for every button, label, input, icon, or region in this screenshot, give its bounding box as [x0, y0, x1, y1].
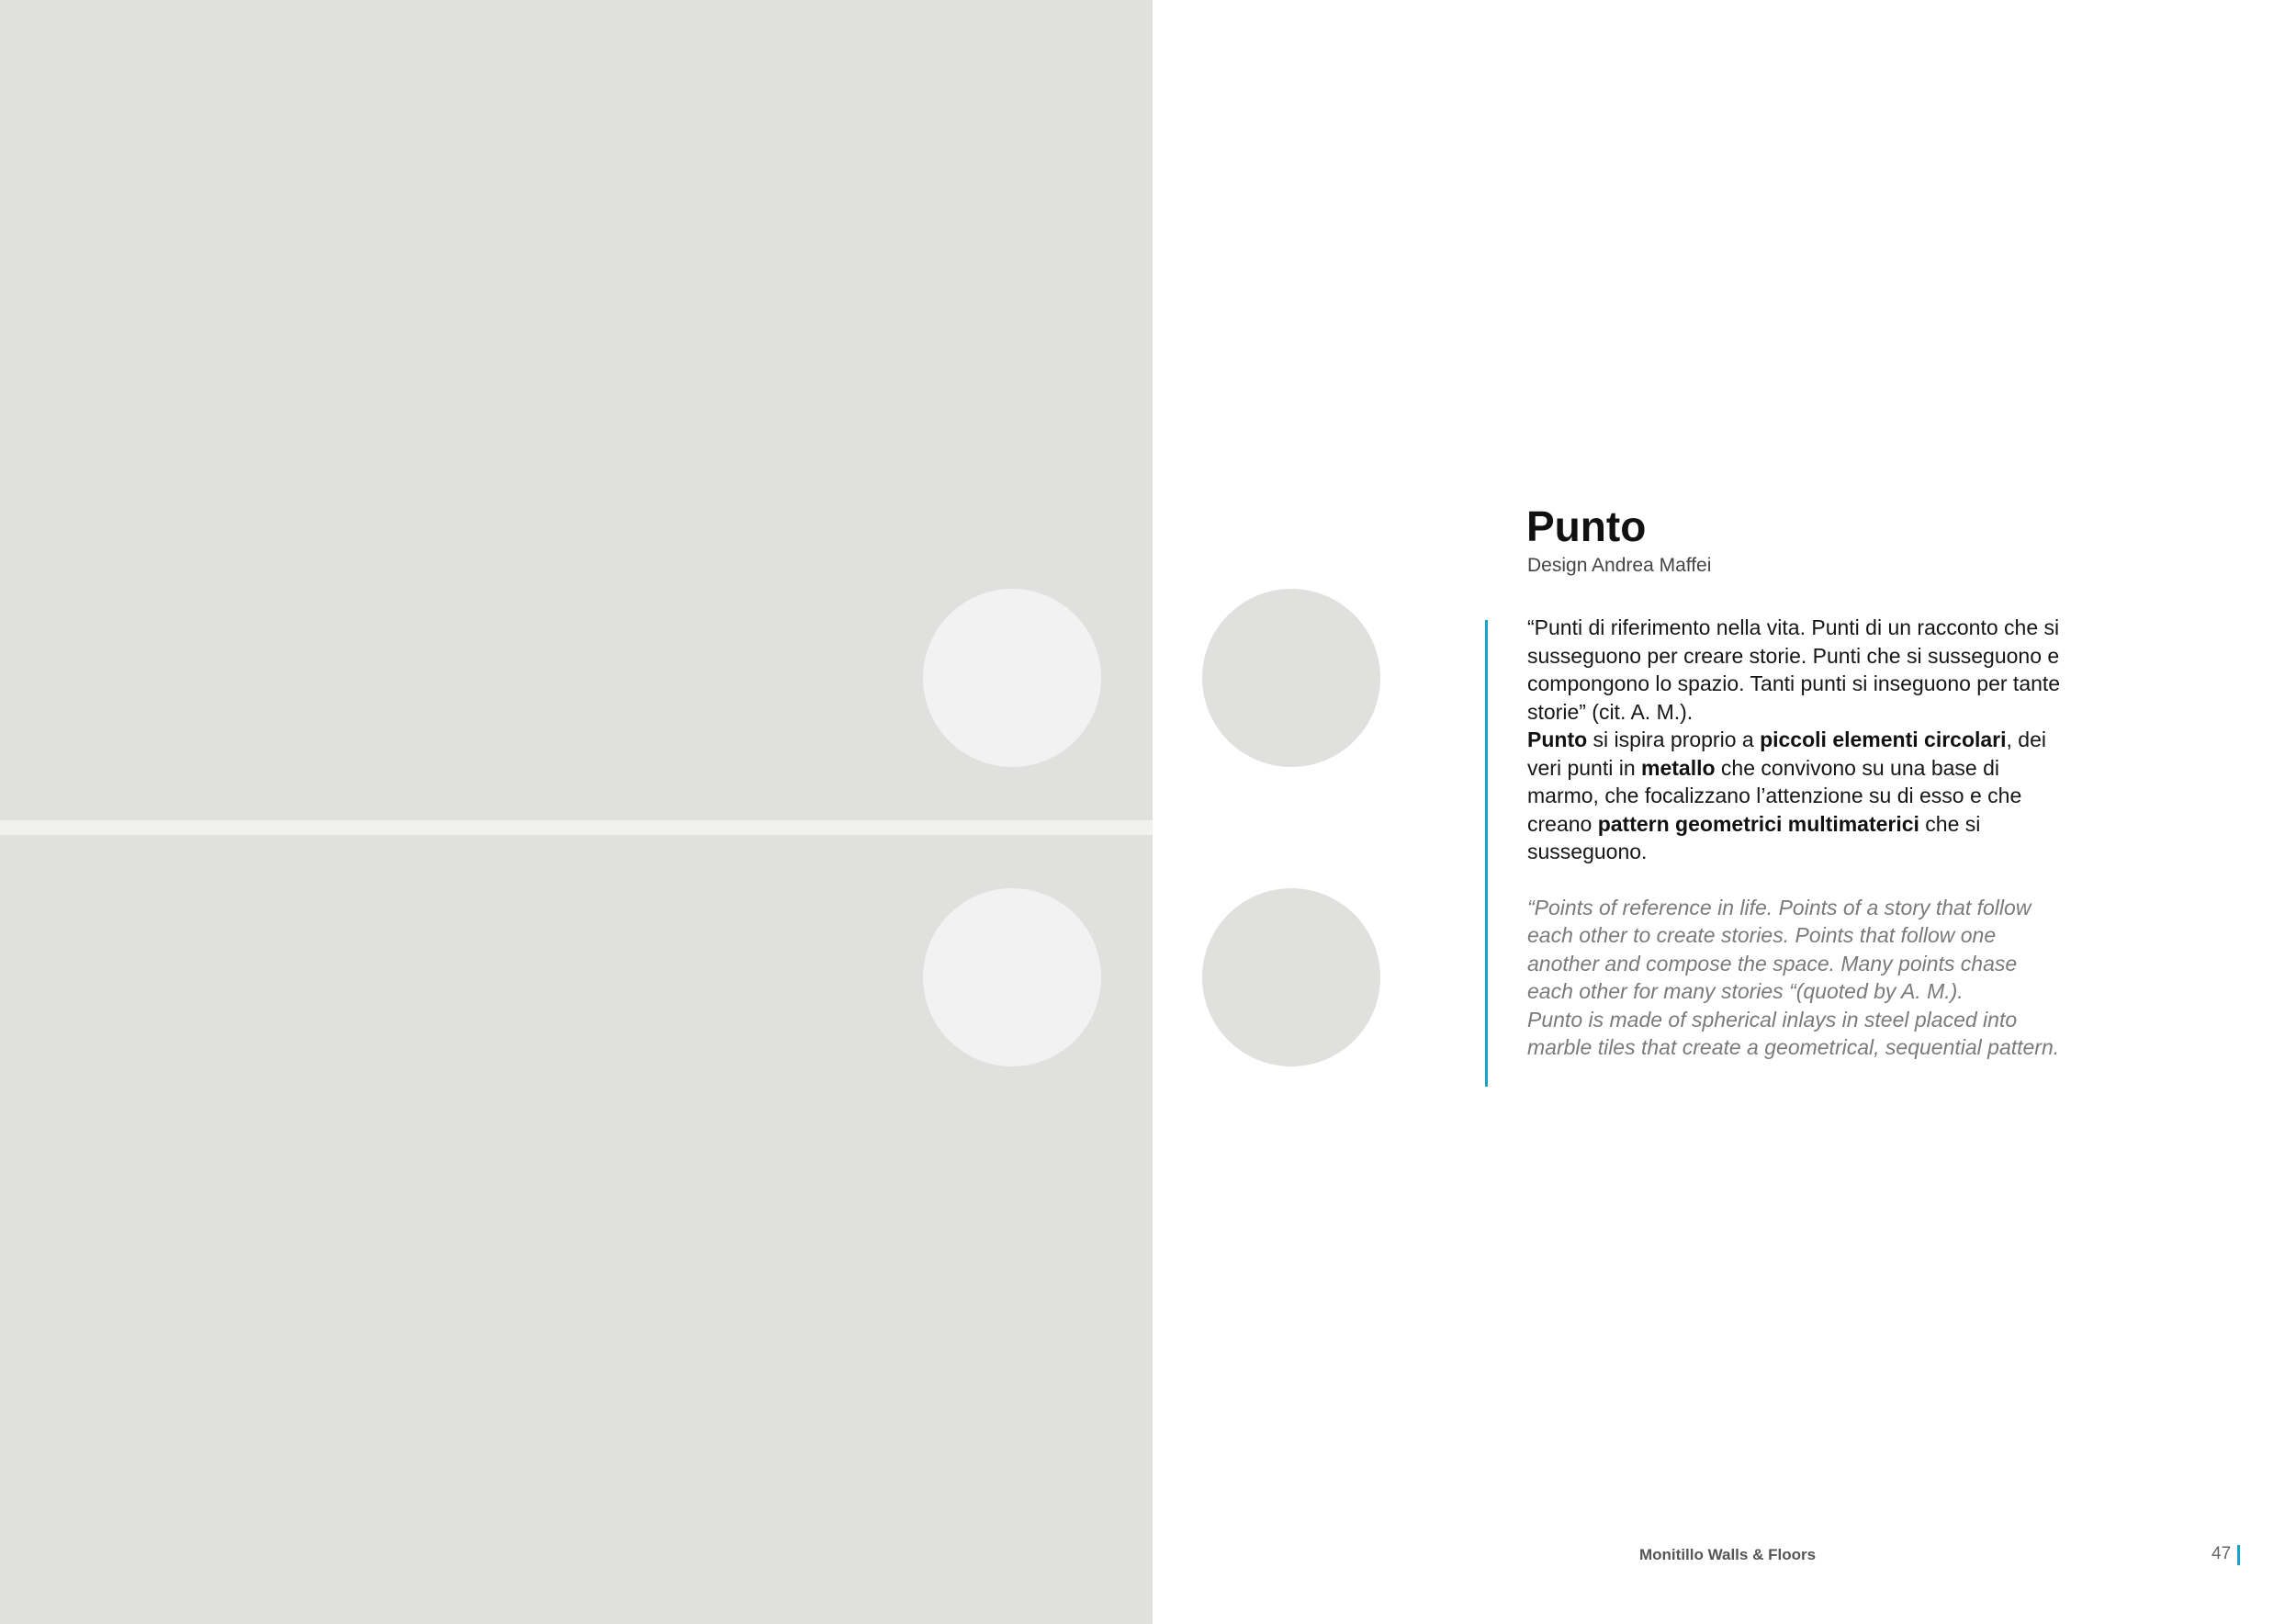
it-body-part: piccoli elementi circolari: [1760, 727, 2007, 751]
it-body-part: che si susseguono.: [1527, 811, 1981, 863]
product-title: Punto: [1526, 502, 1647, 550]
italian-description: [1527, 614, 2065, 866]
it-body-part: metallo: [1641, 755, 1716, 780]
english-quote: “Points of reference in life. Points of a story that follow each other to create stories. Points that follow one another and compose the space. Many points chase each other for many stories “(quoted by A. M.).: [1527, 895, 2032, 1003]
decorative-dot-bottom-right: [1202, 888, 1380, 1066]
accent-rule: [1485, 620, 1488, 1087]
it-body-part: pattern geometrici multimaterici: [1597, 811, 1919, 836]
description-block: [1527, 614, 2065, 1062]
italian-quote: “Punti di riferimento nella vita. Punti di un racconto che si susseguono per creare storie. Punti che si susseguono e compongono lo spazio. Tanti punti si inseguono per tante storie” (cit. A. M.).: [1527, 615, 2061, 724]
decorative-dot-bottom-left: [923, 888, 1101, 1066]
image-divider: [0, 820, 1153, 835]
footer-brand: Monitillo Walls & Floors: [1639, 1546, 1817, 1563]
english-description: [1527, 894, 2065, 1062]
it-body-part: , dei veri punti in: [1527, 727, 2047, 780]
designer-credit: Design Andrea Maffei: [1527, 555, 1712, 576]
decorative-dot-top-right: [1202, 589, 1380, 767]
decorative-dot-top-left: [923, 589, 1101, 767]
it-body-part: Punto: [1527, 727, 1588, 751]
page-number: 47: [2212, 1544, 2232, 1563]
it-body-part: che convivono su una base di marmo, che focalizzano l’attenzione su di esso e che creano: [1527, 755, 2022, 836]
page-marker: [2237, 1545, 2240, 1565]
english-body: Punto is made of spherical inlays in steel placed into marble tiles that create a geometrical, sequential pattern.: [1527, 1007, 2060, 1059]
it-body-part: si ispira proprio a: [1587, 727, 1761, 751]
